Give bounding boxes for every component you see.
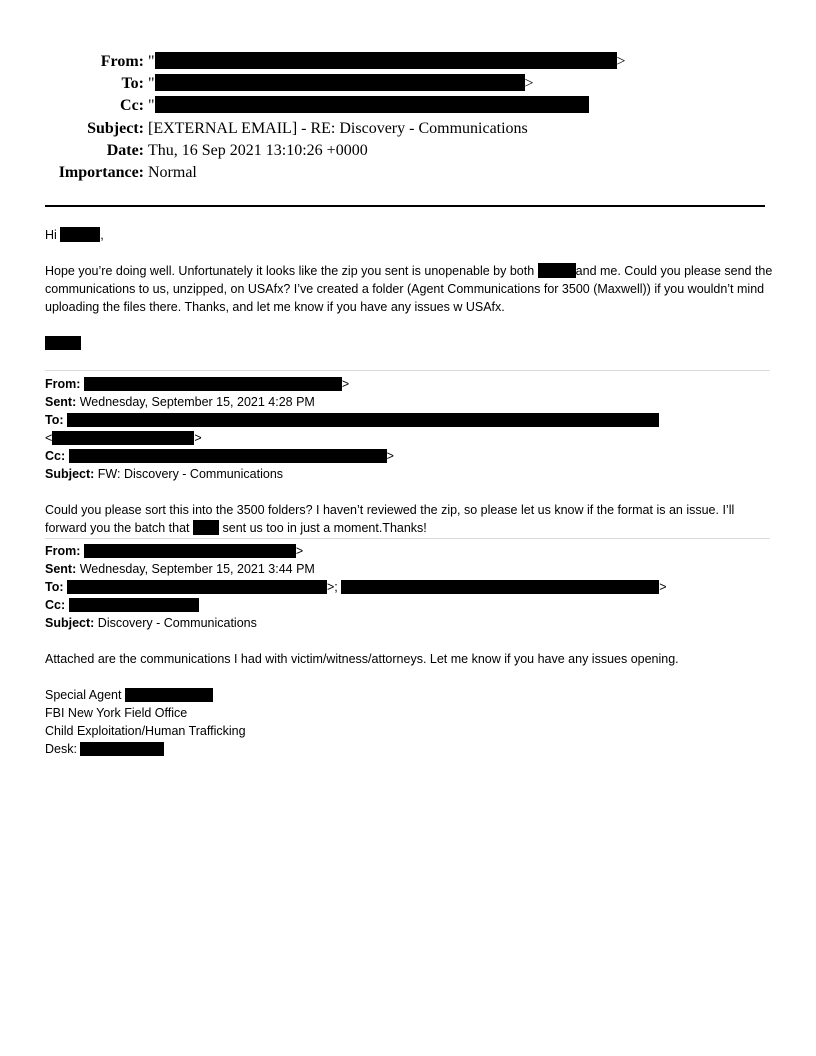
header-subject-value: [EXTERNAL EMAIL] - RE: Discovery - Communications <box>148 120 528 137</box>
redaction-box <box>155 96 589 113</box>
redaction-box <box>538 263 576 278</box>
redaction-box <box>60 227 100 242</box>
header-subject-label: Subject: <box>87 120 144 137</box>
header-cc-value <box>148 95 589 117</box>
fw2-cc-row <box>45 596 199 614</box>
fw2-to-row <box>45 578 667 596</box>
redaction-box <box>67 413 659 427</box>
redaction-box <box>155 74 525 91</box>
header-subject-row <box>0 118 816 140</box>
signature-redaction <box>45 336 81 350</box>
header-from-prefix: " <box>148 53 155 70</box>
signature-unit: Child Exploitation/Human Trafficking <box>45 724 246 738</box>
redaction-box <box>67 580 327 594</box>
header-to-label: To: <box>121 75 144 92</box>
fw2-from-suffix: > <box>295 544 304 558</box>
fw1-sent-label: Sent: <box>45 395 77 409</box>
fw1-from-suffix: > <box>341 377 350 391</box>
header-to-value <box>148 73 534 95</box>
signature-title-row <box>45 686 213 704</box>
fw2-body: Attached are the communications I had with victim/witness/attorneys. Let me know if you have any issues opening. <box>45 652 679 666</box>
fw1-cc-suffix: > <box>386 449 394 463</box>
fw1-cc-label: Cc: <box>45 449 66 463</box>
header-importance-label: Importance: <box>58 164 144 181</box>
header-from-row <box>0 51 816 73</box>
fw1-to-continued <box>45 429 202 447</box>
header-to-suffix: > <box>524 75 534 92</box>
header-cc-row <box>0 95 816 117</box>
redaction-box <box>69 598 199 612</box>
fw1-body-part-2: sent us too in just a moment.Thanks! <box>222 521 427 535</box>
header-from-label: From: <box>100 53 144 70</box>
reply-paragraph <box>45 262 775 316</box>
signature-desk-label: Desk: <box>45 742 77 756</box>
fw2-sent-label: Sent: <box>45 562 77 576</box>
fw2-subject-value: Discovery - Communications <box>97 616 257 630</box>
fw1-cc-row <box>45 447 394 465</box>
fw2-from-row <box>45 542 303 560</box>
header-date-value: Thu, 16 Sep 2021 13:10:26 +0000 <box>148 142 368 159</box>
fw1-body-part-1: Could you please sort this into the 3500 folders? I haven’t reviewed the zip, so please let us know if the format is an issue. I’ll forward you the batch that <box>45 503 735 535</box>
quote-divider-1 <box>45 370 770 371</box>
header-importance-value: Normal <box>148 164 197 181</box>
fw1-from-row <box>45 375 349 393</box>
fw1-sent-value: Wednesday, September 15, 2021 4:28 PM <box>79 395 315 409</box>
fw1-subject-label: Subject: <box>45 467 95 481</box>
signature-office: FBI New York Field Office <box>45 706 188 720</box>
redaction-box <box>155 52 617 69</box>
fw2-to-separator: >; <box>327 580 338 594</box>
reply-text-part-2: and me. Could you please send the communications to us, unzipped, on USAfx? I’ve created a folder (Agent Communications for 3500 (Maxwell)) if you wouldn’t mind uploading the files there. Thanks, and let me know if you have any issues w USAfx. <box>45 264 773 314</box>
redaction-box <box>80 742 164 756</box>
fw1-body <box>45 501 775 537</box>
fw1-subject-row <box>45 465 283 483</box>
fw1-to-label: To: <box>45 413 64 427</box>
quote-divider-2 <box>45 538 770 539</box>
header-date-label: Date: <box>106 142 144 159</box>
redaction-box <box>52 431 194 445</box>
header-from-suffix: > <box>616 53 626 70</box>
fw2-from-label: From: <box>45 544 81 558</box>
signature-title: Special Agent <box>45 688 122 702</box>
fw2-sent-row <box>45 560 315 578</box>
header-to-row <box>0 73 816 95</box>
fw1-to-row <box>45 411 659 429</box>
header-divider <box>45 205 765 207</box>
fw2-to-suffix: > <box>659 580 667 594</box>
fw1-to-cont-suffix: > <box>194 431 202 445</box>
redaction-box <box>341 580 659 594</box>
reply-text-part-1: Hope you’re doing well. Unfortunately it looks like the zip you sent is unopenable by both <box>45 264 535 278</box>
fw2-cc-label: Cc: <box>45 598 66 612</box>
signature-desk-row <box>45 740 164 758</box>
redaction-box <box>84 544 296 558</box>
fw1-to-cont-prefix: < <box>45 431 53 445</box>
fw2-to-label: To: <box>45 580 64 594</box>
redaction-box <box>193 520 219 535</box>
header-cc-label: Cc: <box>120 97 144 114</box>
header-date-row <box>0 140 816 162</box>
fw2-subject-row <box>45 614 257 632</box>
redaction-box <box>125 688 213 702</box>
header-to-prefix: " <box>148 75 155 92</box>
fw2-sent-value: Wednesday, September 15, 2021 3:44 PM <box>79 562 315 576</box>
header-importance-row <box>0 162 816 184</box>
fw1-subject-value: FW: Discovery - Communications <box>97 467 284 481</box>
redaction-box <box>69 449 387 463</box>
greeting-text: Hi <box>45 228 57 242</box>
header-from-value <box>148 51 626 73</box>
fw1-from-label: From: <box>45 377 81 391</box>
fw2-subject-label: Subject: <box>45 616 95 630</box>
header-cc-prefix: " <box>148 97 155 114</box>
reply-greeting <box>45 226 104 244</box>
fw1-sent-row <box>45 393 315 411</box>
greeting-end: , <box>100 228 104 242</box>
redaction-box <box>84 377 342 391</box>
